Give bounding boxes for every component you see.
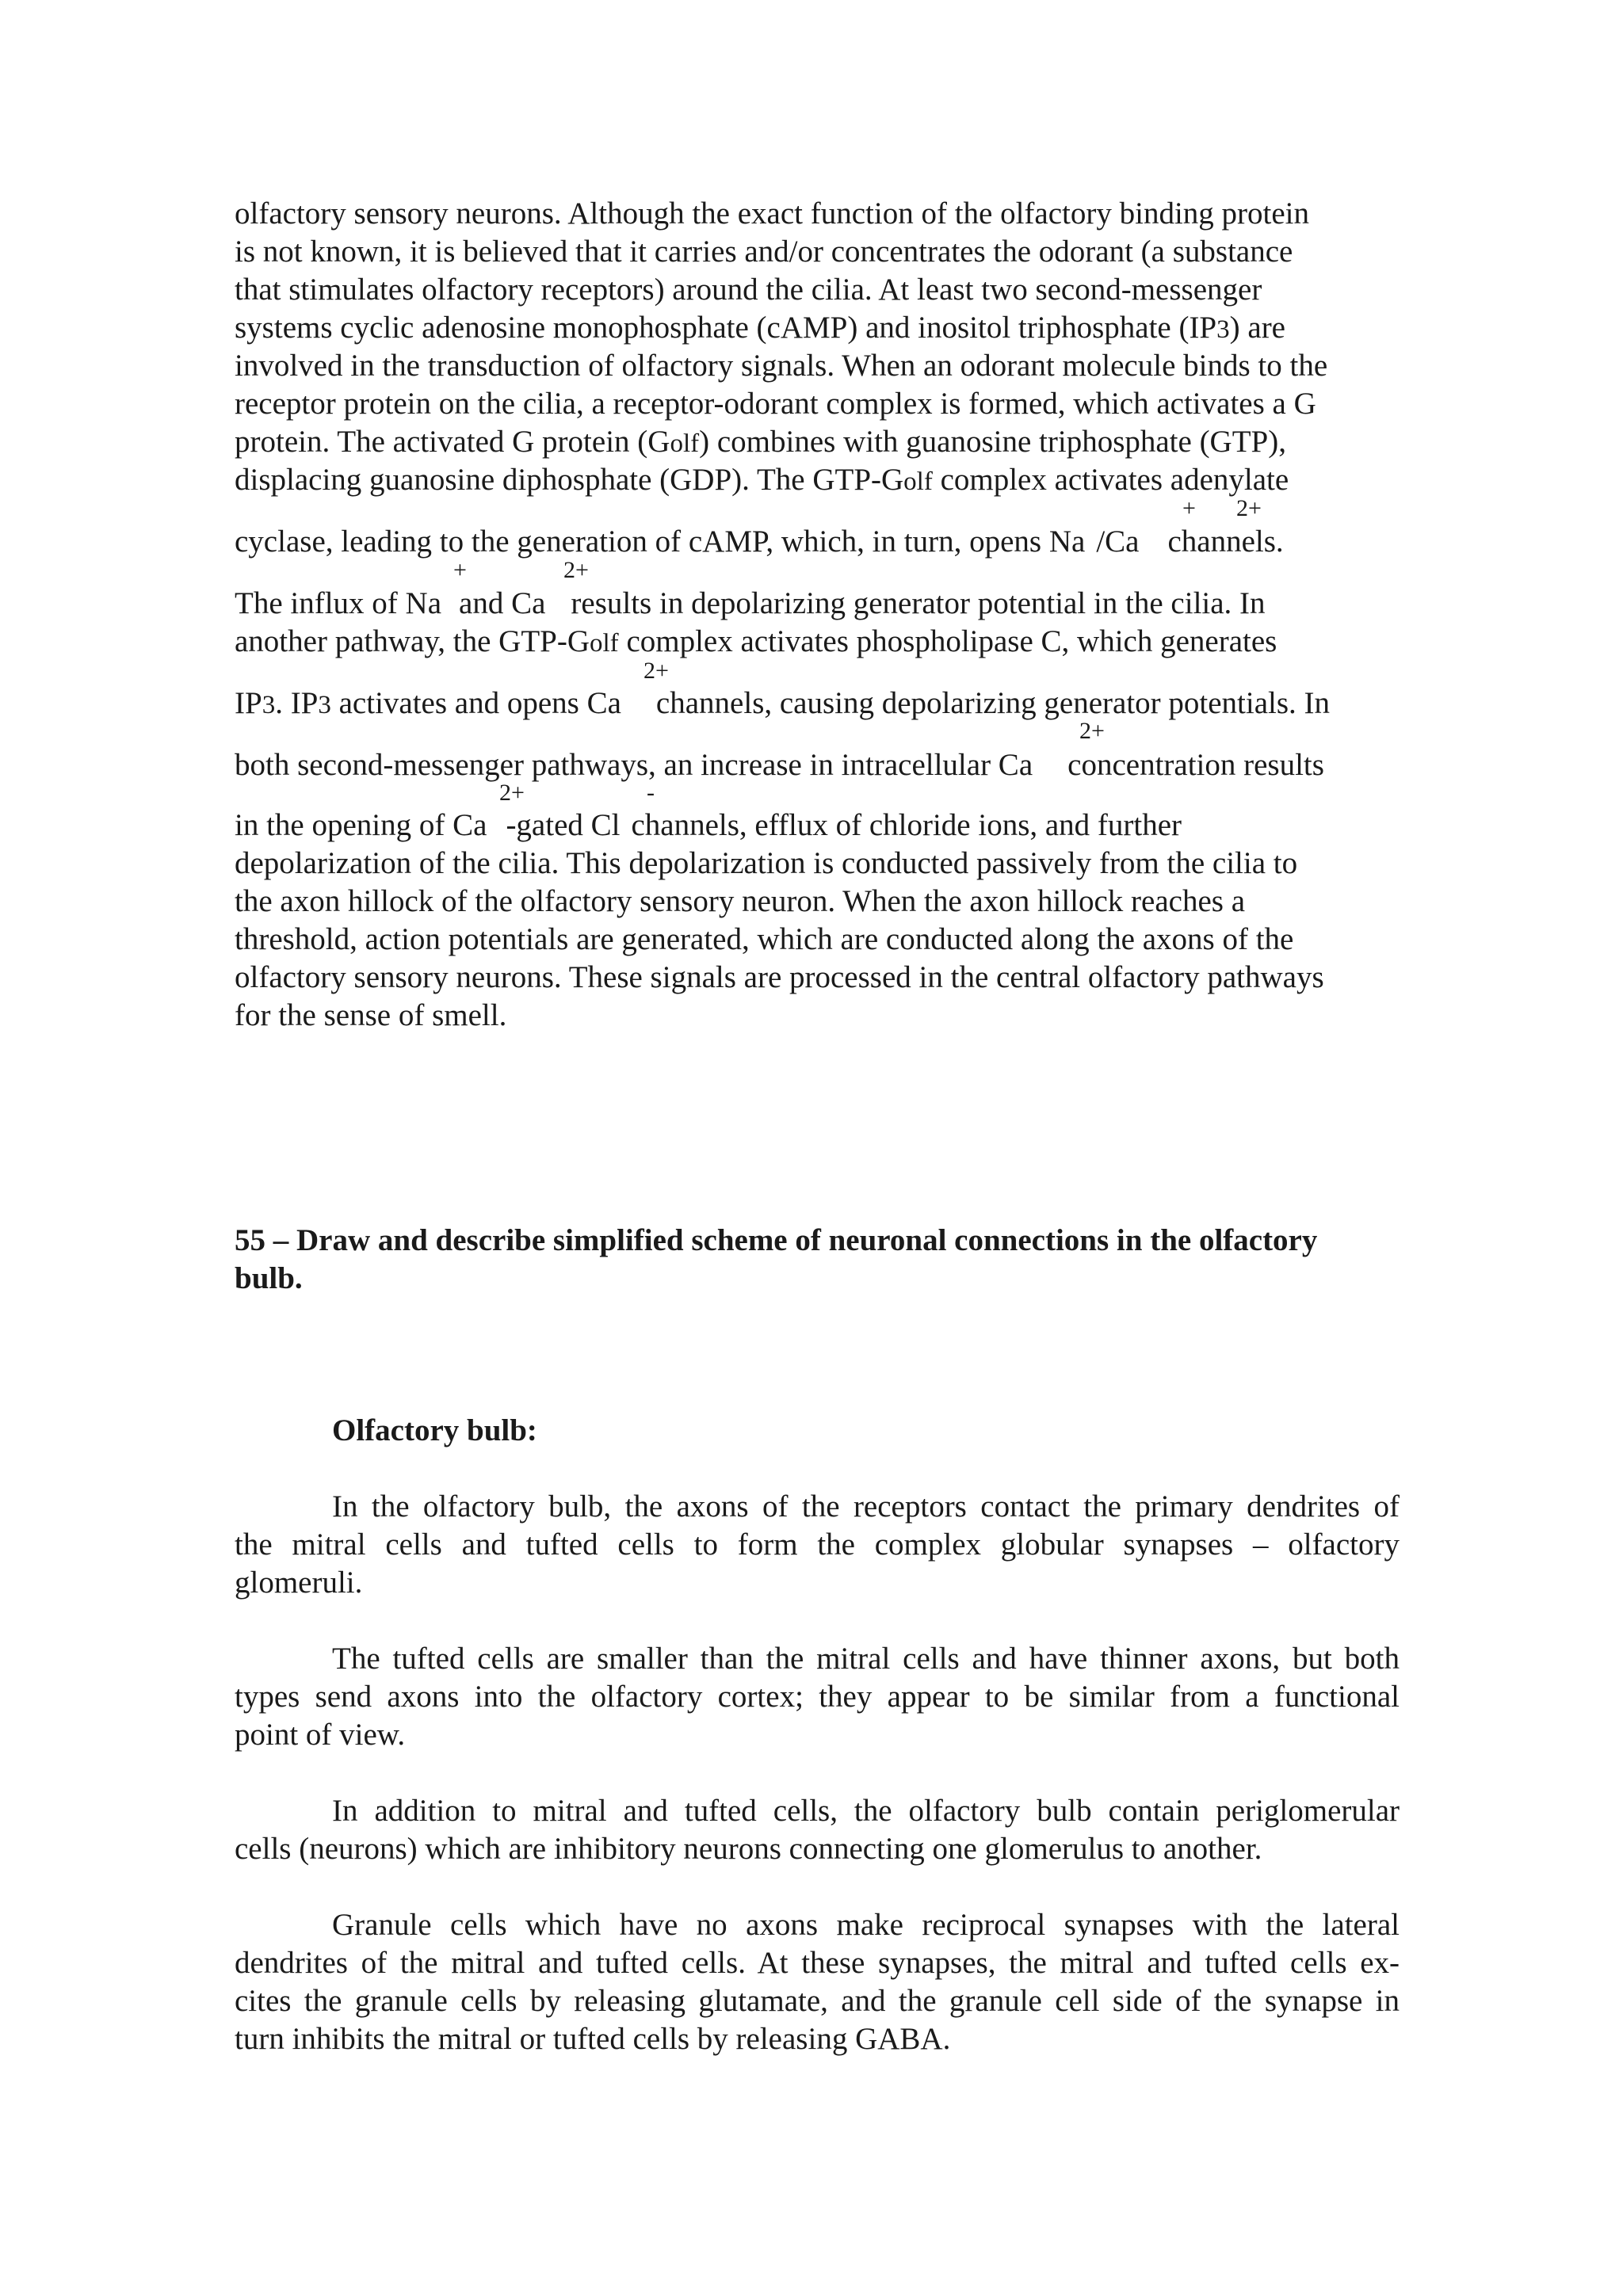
body-line [235,746,1324,784]
body-line: In addition to mitral and tufted cells, the olfactory bulb contain periglomerular [332,1794,1400,1828]
text-run: channels, efflux of chloride ions, and further [631,808,1182,842]
body-line: is not known, it is believed that it carries and/or concentrates the odorant (a substance [235,235,1293,269]
body-line: glomeruli. [235,1566,363,1600]
text-run: activates and opens Ca [330,686,621,720]
text-run: ) are [1229,311,1285,345]
superscript: 2+ [563,557,589,583]
section-title: Olfactory bulb: [332,1413,537,1447]
text-run: both second-messenger pathways, an increase in intracellular Ca [235,748,1033,782]
superscript: + [1182,495,1196,521]
superscript: - [647,780,655,806]
body-line: the axon hillock of the olfactory sensory neuron. When the axon hillock reaches a [235,884,1246,918]
body-line [235,807,1182,845]
text-run: -gated Cl [506,808,621,842]
text-run: systems cyclic adenosine monophosphate (cAMP) and inositol triphosphate (IP [235,311,1217,345]
body-line [235,523,1284,561]
text-run: complex activates phospholipase C, which generates [618,624,1277,658]
body-line [235,309,1285,349]
body-line: cites the granule cells by releasing glutamate, and the granule cell side of the synapse in [235,1984,1400,2018]
text-run: ) combines with guanosine triphosphate (GTP), [699,425,1286,459]
body-line: turn inhibits the mitral or tufted cells by releasing GABA. [235,2022,951,2056]
body-line: olfactory sensory neurons. Although the exact function of the olfactory binding protein [235,196,1309,231]
body-line: point of view. [235,1718,406,1752]
text-run: concentration results [1067,748,1324,782]
superscript: + [453,557,467,583]
subscript-text: olf [670,429,700,458]
text-run: and Ca [459,586,546,620]
text-run: channels, causing depolarizing generator potentials. In [655,686,1331,720]
body-line: depolarization of the cilia. This depolarization is conducted passively from the cilia to [235,846,1298,880]
body-line: Granule cells which have no axons make reciprocal synapses with the lateral [332,1908,1400,1942]
subscript-text: 3 [1216,315,1230,344]
body-line [235,423,1286,463]
body-line: types send axons into the olfactory cortex; they appear to be similar from a functional [235,1680,1400,1714]
text-run: channels. [1167,524,1284,559]
superscript: 2+ [499,780,525,806]
superscript: 2+ [1079,718,1105,744]
text-run: The influx of Na [235,586,442,620]
subscript-text: olf [903,467,933,496]
body-line: threshold, action potentials are generated, which are conducted along the axons of the [235,922,1294,956]
text-run: another pathway, the GTP-G [235,624,590,658]
body-line: The tufted cells are smaller than the mitral cells and have thinner axons, but both [332,1642,1400,1676]
subscript-text: 3 [318,691,331,719]
text-run: IP [235,686,262,720]
body-line [235,585,1266,623]
text-run: /Ca [1096,524,1140,559]
subscript-text: 3 [262,691,276,719]
body-line: involved in the transduction of olfactory signals. When an odorant molecule binds to the [235,349,1328,383]
superscript: 2+ [643,658,669,684]
body-line: olfactory sensory neurons. These signals are processed in the central olfactory pathways [235,960,1324,994]
question-heading: bulb. [235,1261,303,1295]
text-run: in the opening of Ca [235,808,487,842]
body-line: In the olfactory bulb, the axons of the receptors contact the primary dendrites of [332,1489,1400,1524]
body-line: cells (neurons) which are inhibitory neurons connecting one glomerulus to another. [235,1832,1262,1866]
superscript: 2+ [1236,495,1262,521]
body-line: dendrites of the mitral and tufted cells. At these synapses, the mitral and tufted cells ex- [235,1946,1400,1980]
text-run: displacing guanosine diphosphate (GDP). The GTP-G [235,463,904,497]
subscript-text: olf [590,629,619,658]
text-run: . IP [275,686,319,720]
body-line [235,623,1277,662]
body-line [235,685,1330,724]
text-run: protein. The activated G protein (G [235,425,670,459]
body-line: for the sense of smell. [235,998,507,1032]
body-line: the mitral cells and tufted cells to form the complex globular synapses – olfactory [235,1527,1400,1562]
text-run: results in depolarizing generator potential in the cilia. In [571,586,1266,620]
text-run: cyclase, leading to the generation of cAMP, which, in turn, opens Na [235,524,1086,559]
question-heading: 55 – Draw and describe simplified scheme of neuronal connections in the olfactory [235,1223,1318,1257]
body-line: receptor protein on the cilia, a receptor-odorant complex is formed, which activates a G [235,387,1316,421]
body-line [235,461,1289,501]
text-run: complex activates adenylate [932,463,1289,497]
body-line: that stimulates olfactory receptors) around the cilia. At least two second-messenger [235,273,1262,307]
